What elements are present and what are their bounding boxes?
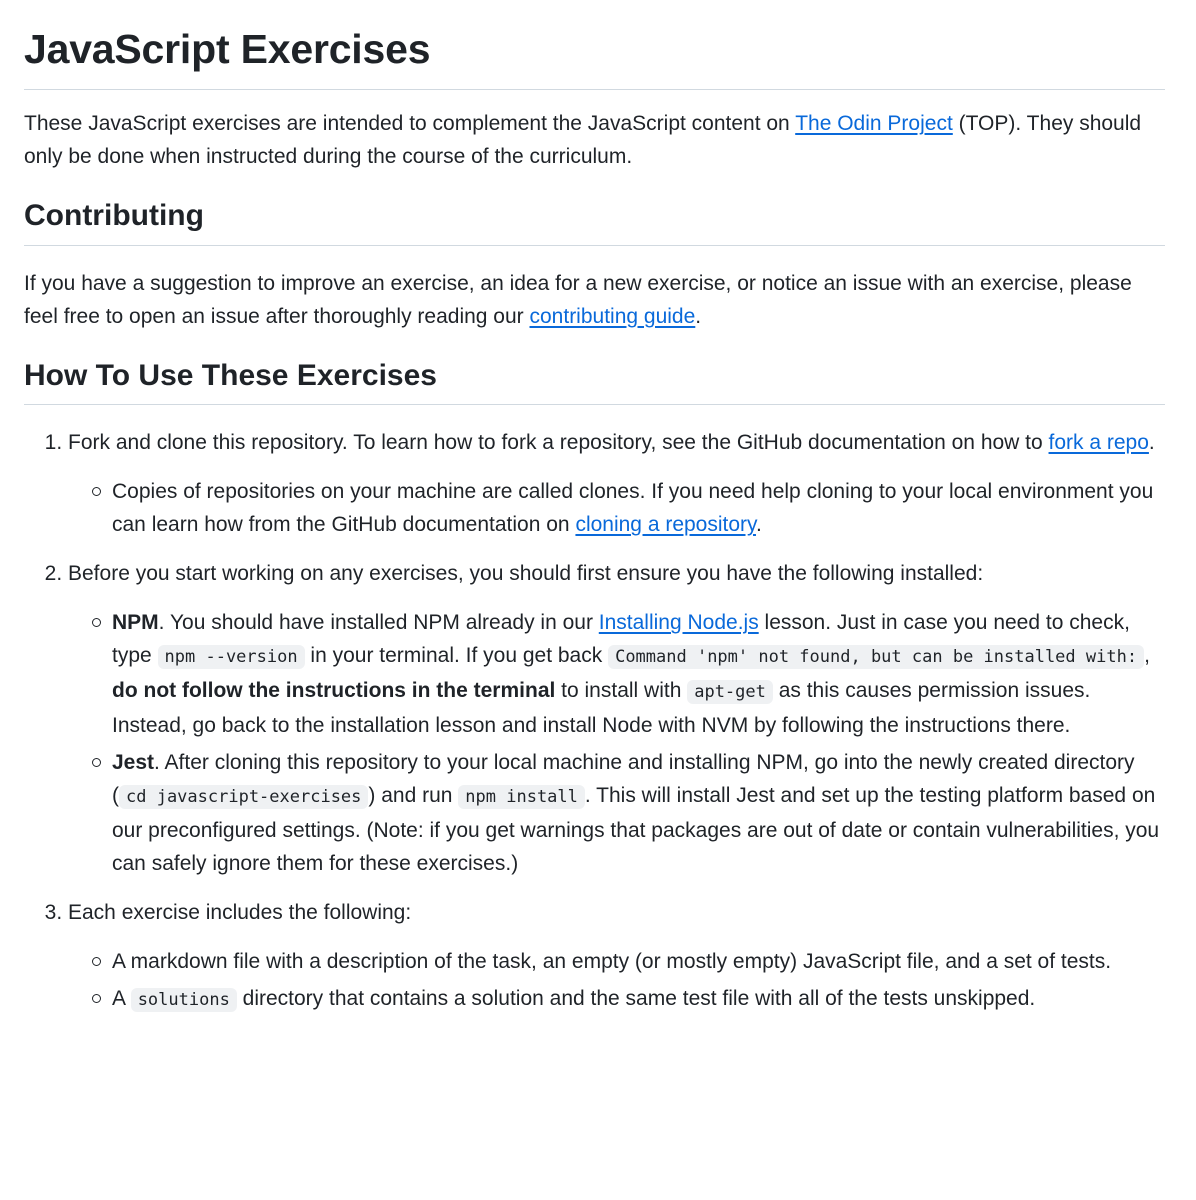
intro-text-start: These JavaScript exercises are intended to complement the JavaScript content on bbox=[24, 112, 796, 136]
cloning-a-repository-link[interactable]: cloning a repository bbox=[575, 513, 756, 537]
npm-text-6: as this causes permission issues. Instead, go back to the installation lesson and install Node with NVM by following the instructions there. bbox=[112, 679, 1091, 738]
step-1-text: Fork and clone this repository. To learn how to fork a repository, see the GitHub documentation on how to bbox=[68, 431, 1049, 455]
step-1 bbox=[68, 426, 1165, 541]
npm-text-5: to install with bbox=[555, 679, 688, 703]
clones-text-end: . bbox=[755, 513, 762, 537]
contributing-text-start: If you have a suggestion to improve an exercise, an idea for a new exercise, or notice an issue with an exercise, please feel free to open an issue after thoroughly reading our bbox=[24, 271, 1132, 328]
step-1-text-end: . bbox=[1148, 431, 1155, 455]
npm-install-code: npm install bbox=[458, 785, 585, 809]
npm-version-code: npm --version bbox=[158, 645, 305, 669]
step-3-sublist bbox=[68, 945, 1165, 1017]
intro-paragraph bbox=[24, 107, 1165, 173]
npm-text-4: , bbox=[1144, 644, 1150, 668]
installing-nodejs-link[interactable]: Installing Node.js bbox=[598, 611, 759, 635]
contributing-heading: Contributing bbox=[24, 197, 1165, 246]
step-2-sublist bbox=[68, 606, 1165, 880]
clones-text: Copies of repositories on your machine are called clones. If you need help cloning to your local environment you can learn how from the GitHub documentation on bbox=[112, 480, 1154, 537]
contributing-text-end: . bbox=[695, 304, 702, 328]
npm-text-1: . You should have installed NPM already in our bbox=[158, 611, 599, 635]
jest-label: Jest bbox=[112, 751, 155, 775]
step-2 bbox=[68, 557, 1165, 880]
solutions-text-start: A bbox=[112, 987, 131, 1011]
npm-text-2: lesson. Just in case you need to check, type bbox=[112, 611, 1130, 668]
npm-warning-bold: do not follow the instructions in the terminal bbox=[112, 679, 556, 703]
npm-label: NPM bbox=[112, 611, 159, 635]
fork-a-repo-link[interactable]: fork a repo bbox=[1048, 431, 1149, 455]
intro-text-end: (TOP). They should only be done when instructed during the course of the curriculum. bbox=[24, 112, 1142, 169]
npm-item bbox=[112, 606, 1165, 742]
jest-text-3: . This will install Jest and set up the testing platform based on our preconfigured settings. (Note: if you get warnings that packages are out of date or contain vulnerabilities, you can safely ignore them for these exercises.) bbox=[112, 784, 1160, 876]
apt-get-code: apt-get bbox=[687, 680, 773, 704]
step-3-text: Each exercise includes the following: bbox=[68, 901, 412, 925]
jest-text-2: ) and run bbox=[368, 784, 459, 808]
jest-item bbox=[112, 746, 1165, 880]
npm-not-found-code: Command 'npm' not found, but can be installed with: bbox=[608, 645, 1144, 669]
solutions-item bbox=[112, 982, 1165, 1017]
how-to-heading: How To Use These Exercises bbox=[24, 357, 1165, 406]
step-2-text: Before you start working on any exercises, you should first ensure you have the following installed: bbox=[68, 562, 984, 586]
npm-text-3: in your terminal. If you get back bbox=[304, 644, 609, 668]
cd-directory-code: cd javascript-exercises bbox=[119, 785, 368, 809]
page-title: JavaScript Exercises bbox=[24, 0, 1165, 90]
contributing-paragraph bbox=[24, 267, 1165, 333]
jest-text-1: . After cloning this repository to your local machine and installing NPM, go into the newly created directory ( bbox=[112, 751, 1135, 808]
odin-project-link[interactable]: The Odin Project bbox=[795, 112, 953, 136]
step-1-subitem bbox=[112, 475, 1165, 541]
solutions-text-end: directory that contains a solution and the same test file with all of the tests unskipped. bbox=[236, 987, 1036, 1011]
step-3 bbox=[68, 896, 1165, 1017]
solutions-code: solutions bbox=[131, 988, 237, 1012]
steps-list bbox=[24, 426, 1165, 1017]
step-1-sublist bbox=[68, 475, 1165, 541]
contributing-guide-link[interactable]: contributing guide bbox=[529, 304, 696, 328]
markdown-file-item: A markdown file with a description of the task, an empty (or mostly empty) JavaScript file, and a set of tests. bbox=[112, 945, 1165, 978]
